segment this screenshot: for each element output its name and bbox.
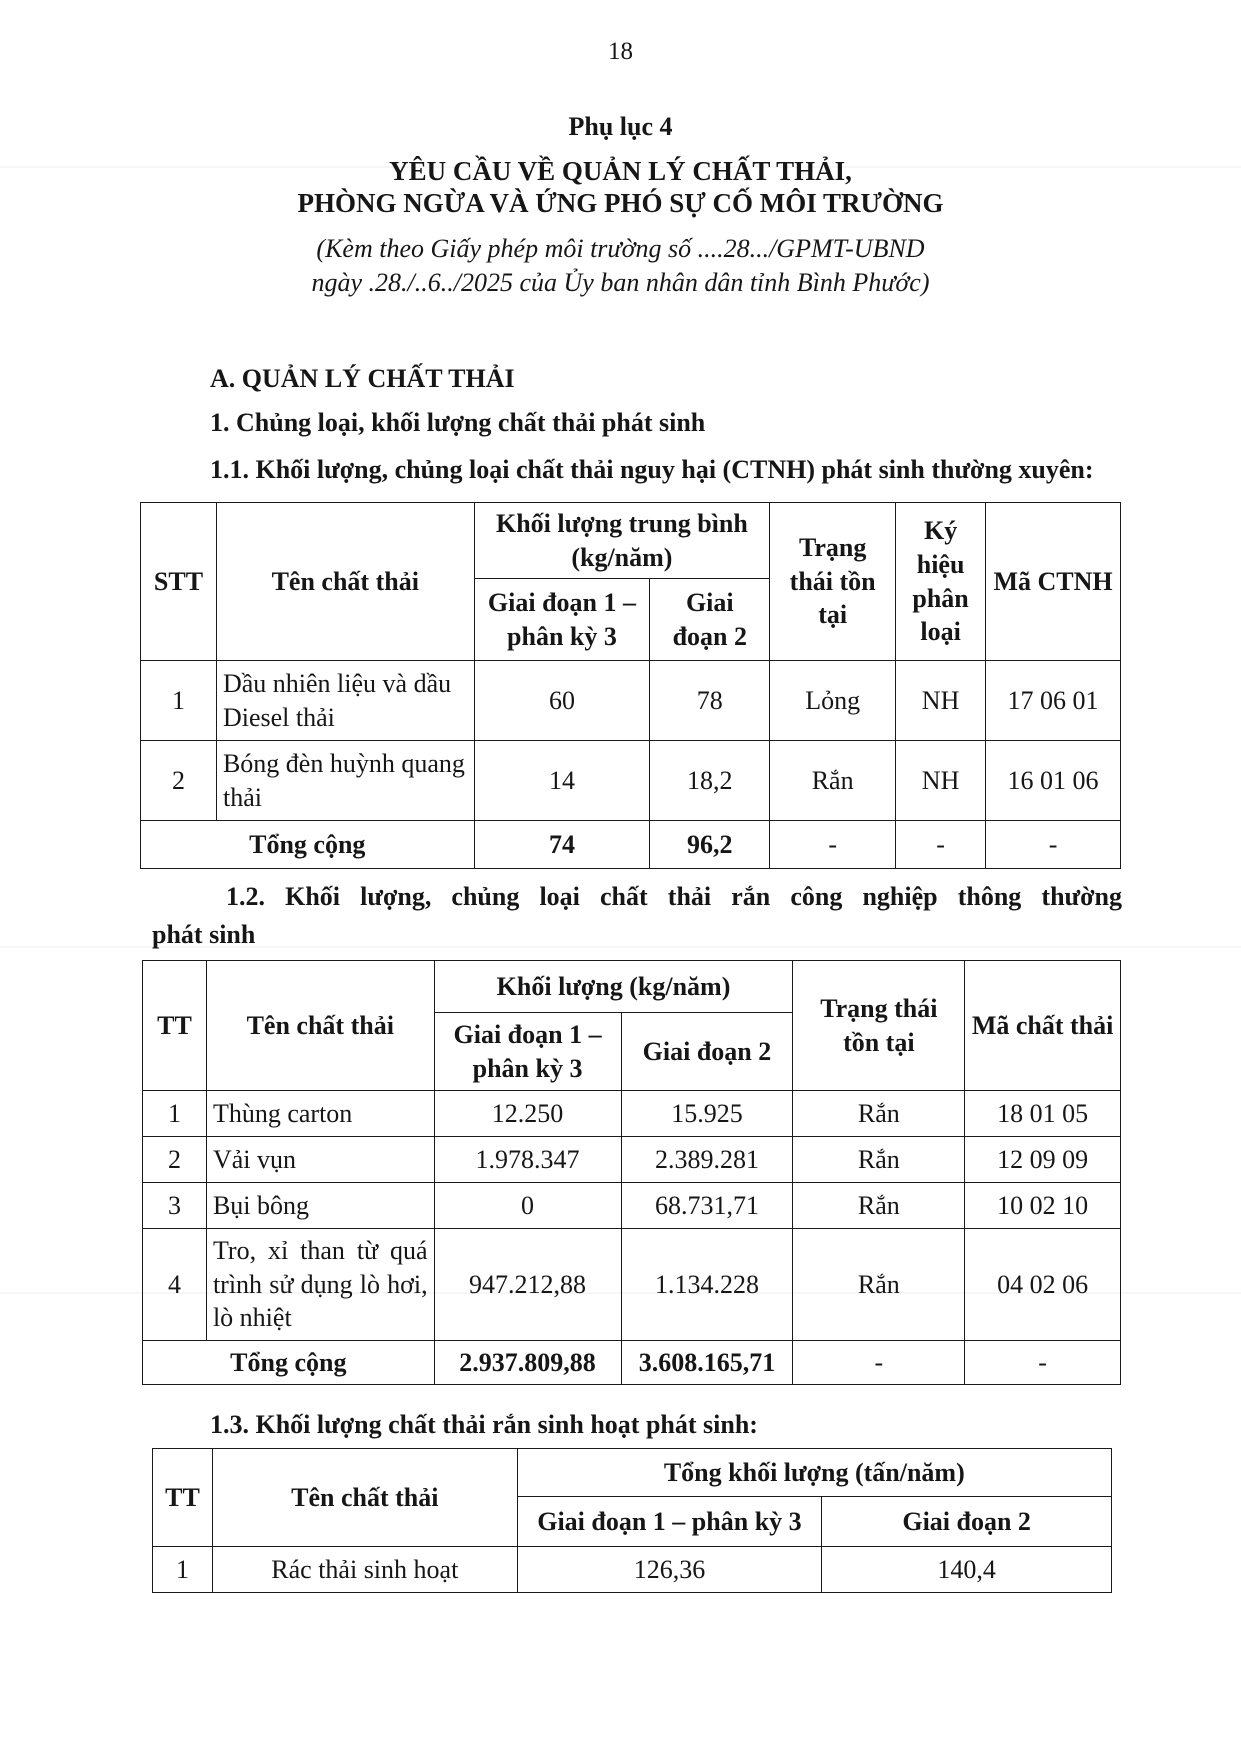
header-phase-1: Giai đoạn 1 – phân kỳ 3	[517, 1497, 822, 1547]
header-state: Trạng thái tồn tại	[770, 503, 896, 661]
header-state: Trạng thái tồn tại	[793, 961, 965, 1091]
cell-phase-2: 68.731,71	[621, 1183, 793, 1229]
total-symbol: -	[896, 821, 986, 869]
cell-tt: 4	[143, 1229, 207, 1341]
cell-waste-name: Bóng đèn huỳnh quang thải	[216, 741, 474, 821]
header-code: Mã CTNH	[986, 503, 1121, 661]
total-state: -	[793, 1341, 965, 1385]
table-row	[143, 1091, 1121, 1137]
cell-waste-name: Thùng carton	[206, 1091, 434, 1137]
cell-waste-name: Vải vụn	[206, 1137, 434, 1183]
cell-phase-1: 947.212,88	[434, 1229, 621, 1341]
subtitle-line-1: (Kèm theo Giấy phép môi trường số ....28.../GPMT-UBND	[316, 234, 925, 263]
cell-code: 17 06 01	[986, 661, 1121, 741]
header-phase-1: Giai đoạn 1 – phân kỳ 3	[474, 579, 650, 661]
cell-state: Rắn	[770, 741, 896, 821]
main-title-line-2: PHÒNG NGỪA VÀ ỨNG PHÓ SỰ CỐ MÔI TRƯỜNG	[297, 188, 944, 218]
cell-tt: 1	[143, 1091, 207, 1137]
total-code: -	[965, 1341, 1121, 1385]
table-row	[141, 661, 1121, 741]
header-phase-2: Giai đoạn 2	[822, 1497, 1112, 1547]
total-label: Tổng cộng	[143, 1341, 435, 1385]
header-waste-name: Tên chất thải	[216, 503, 474, 661]
table-row	[153, 1547, 1112, 1593]
cell-phase-1: 12.250	[434, 1091, 621, 1137]
cell-waste-name: Rác thải sinh hoạt	[212, 1547, 517, 1593]
section-1-2-heading-line-1: 1.2. Khối lượng, chủng loại chất thải rắn công nghiệp thông thường	[226, 882, 1122, 911]
total-state: -	[770, 821, 896, 869]
total-phase-1: 2.937.809,88	[434, 1341, 621, 1385]
cell-phase-1: 1.978.347	[434, 1137, 621, 1183]
header-phase-1: Giai đoạn 1 – phân kỳ 3	[434, 1013, 621, 1091]
section-a-heading: A. QUẢN LÝ CHẤT THẢI	[210, 364, 515, 393]
cell-phase-2: 1.134.228	[621, 1229, 793, 1341]
cell-state: Lỏng	[770, 661, 896, 741]
table-row	[143, 1229, 1121, 1341]
header-waste-name: Tên chất thải	[206, 961, 434, 1091]
total-row	[141, 821, 1121, 869]
header-mass-group: Khối lượng (kg/năm)	[434, 961, 793, 1013]
subtitle-line-2: ngày .28./..6../2025 của Ủy ban nhân dân tỉnh Bình Phước)	[311, 268, 930, 297]
cell-stt: 2	[141, 741, 217, 821]
cell-code: 12 09 09	[965, 1137, 1121, 1183]
header-phase-2: Giai đoạn 2	[621, 1013, 793, 1091]
cell-phase-1: 126,36	[517, 1547, 822, 1593]
cell-tt: 2	[143, 1137, 207, 1183]
section-1-2-heading-line-2: phát sinh	[152, 920, 256, 949]
cell-phase-1: 0	[434, 1183, 621, 1229]
industrial-waste-table	[142, 960, 1121, 1385]
header-waste-name: Tên chất thải	[212, 1449, 517, 1547]
header-symbol: Ký hiệu phân loại	[896, 503, 986, 661]
cell-waste-name: Dầu nhiên liệu và dầu Diesel thải	[216, 661, 474, 741]
total-row	[143, 1341, 1121, 1385]
cell-phase-2: 15.925	[621, 1091, 793, 1137]
section-1-heading: 1. Chủng loại, khối lượng chất thải phát sinh	[210, 408, 706, 437]
total-phase-1: 74	[474, 821, 650, 869]
total-phase-2: 96,2	[650, 821, 770, 869]
table-row	[143, 1137, 1121, 1183]
cell-state: Rắn	[793, 1229, 965, 1341]
cell-waste-name: Tro, xỉ than từ quá trình sử dụng lò hơi, lò nhiệt	[206, 1229, 434, 1341]
domestic-waste-table	[152, 1448, 1112, 1593]
total-code: -	[986, 821, 1121, 869]
cell-phase-2: 2.389.281	[621, 1137, 793, 1183]
total-label: Tổng cộng	[141, 821, 475, 869]
cell-code: 04 02 06	[965, 1229, 1121, 1341]
cell-state: Rắn	[793, 1183, 965, 1229]
cell-phase-1: 60	[474, 661, 650, 741]
cell-symbol: NH	[896, 661, 986, 741]
cell-state: Rắn	[793, 1091, 965, 1137]
cell-code: 16 01 06	[986, 741, 1121, 821]
cell-stt: 1	[141, 661, 217, 741]
cell-phase-1: 14	[474, 741, 650, 821]
cell-waste-name: Bụi bông	[206, 1183, 434, 1229]
cell-code: 18 01 05	[965, 1091, 1121, 1137]
table-row	[141, 741, 1121, 821]
cell-code: 10 02 10	[965, 1183, 1121, 1229]
cell-state: Rắn	[793, 1137, 965, 1183]
section-1-1-heading: 1.1. Khối lượng, chủng loại chất thải nguy hại (CTNH) phát sinh thường xuyên:	[210, 455, 1094, 484]
page-number: 18	[608, 38, 633, 65]
cell-phase-2: 78	[650, 661, 770, 741]
section-1-3-heading: 1.3. Khối lượng chất thải rắn sinh hoạt phát sinh:	[210, 1410, 758, 1439]
header-mass-group: Tổng khối lượng (tấn/năm)	[517, 1449, 1111, 1497]
header-stt: STT	[141, 503, 217, 661]
header-mass-group: Khối lượng trung bình (kg/năm)	[474, 503, 770, 579]
total-phase-2: 3.608.165,71	[621, 1341, 793, 1385]
header-tt: TT	[143, 961, 207, 1091]
cell-symbol: NH	[896, 741, 986, 821]
table-row	[143, 1183, 1121, 1229]
cell-phase-2: 140,4	[822, 1547, 1112, 1593]
cell-tt: 1	[153, 1547, 213, 1593]
hazardous-waste-table	[140, 502, 1121, 869]
header-phase-2: Giai đoạn 2	[650, 579, 770, 661]
header-code: Mã chất thải	[965, 961, 1121, 1091]
header-tt: TT	[153, 1449, 213, 1547]
cell-phase-2: 18,2	[650, 741, 770, 821]
main-title-line-1: YÊU CẦU VỀ QUẢN LÝ CHẤT THẢI,	[389, 156, 852, 186]
appendix-title: Phụ lục 4	[568, 112, 673, 141]
cell-tt: 3	[143, 1183, 207, 1229]
